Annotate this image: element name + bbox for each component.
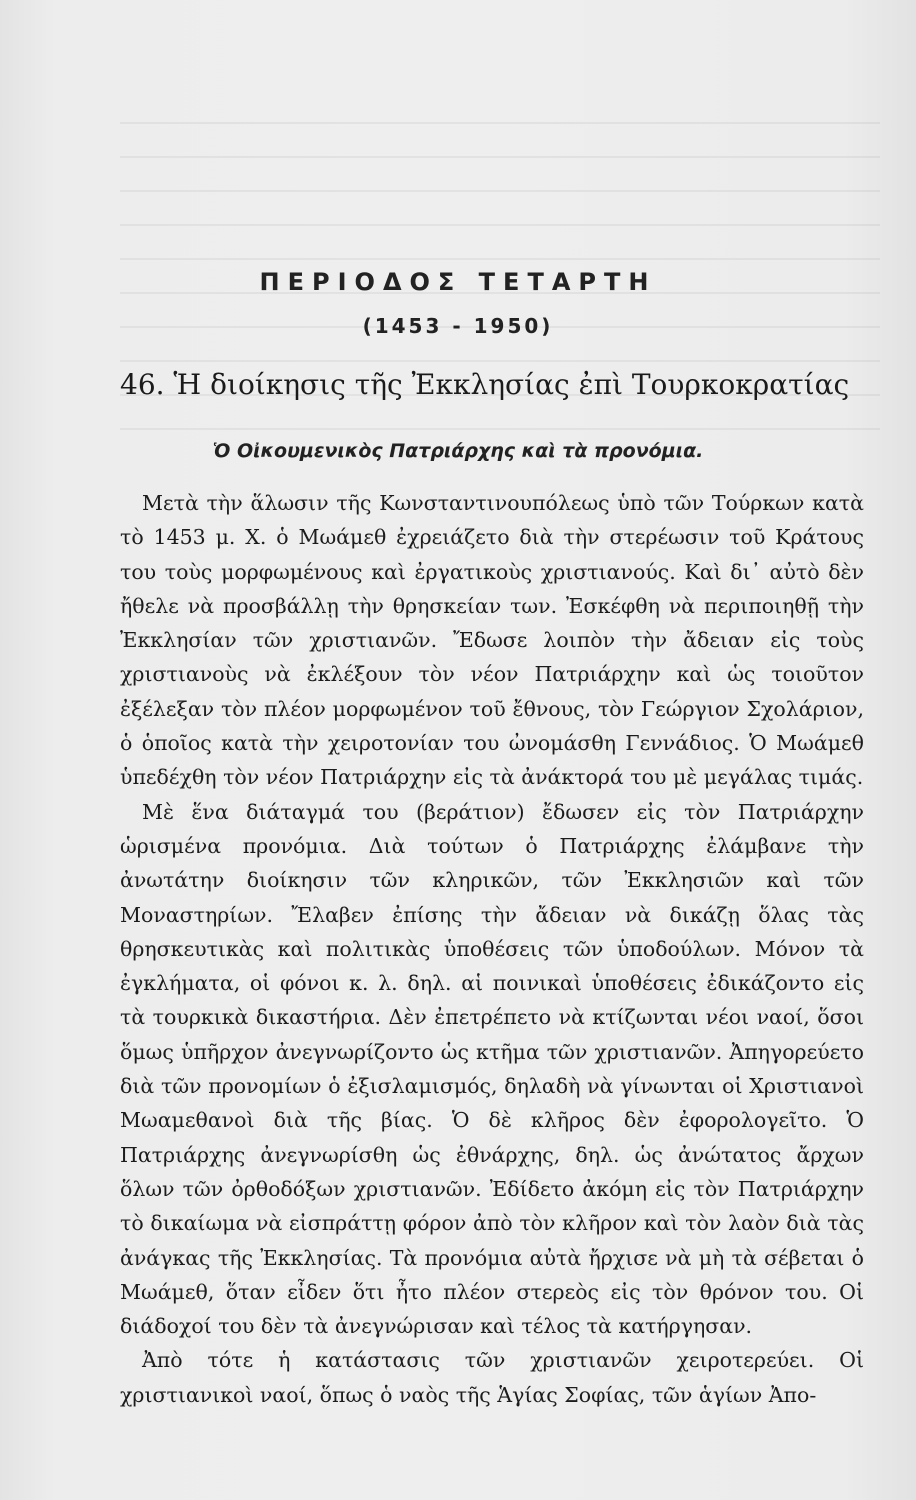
part-title: ΠΕΡΙΟΔΟΣ ΤΕΤΑΡΤΗ	[259, 268, 657, 296]
chapter-title: 46. Ἡ διοίκησις τῆς Ἐκκλησίας ἐπὶ Τουρκοκρατίας	[120, 368, 850, 401]
paragraph: Μὲ ἕνα διάταγμά του (βεράτιον) ἔδωσεν εἰς τὸν Πατριάρχην ὡρισμένα προνόμια. Διὰ τούτων ὁ Πατριάρχης ἐλάμβανε τὴν ἀνωτάτην διοίκησιν τῶν κληρικῶν, τῶν Ἐκκλησιῶν καὶ τῶν Μοναστηρίων. Ἔλαβεν ἐπίσης τὴν ἄδειαν νὰ δικάζῃ ὅλας τὰς θρησκευτικὰς καὶ πολιτικὰς ὑποθέσεις τῶν ὑποδούλων. Μόνον τὰ ἐγκλήματα, οἱ φόνοι κ. λ. δηλ. αἱ ποινικαὶ ὑποθέσεις ἐδικάζοντο εἰς τὰ τουρκικὰ δικαστήρια. Δὲν ἐπετρέπετο νὰ κτίζωνται νέοι ναοί, ὅσοι ὅμως ὑπῆρχον ἀνεγνωρίζοντο ὡς κτῆμα τῶν χριστιανῶν. Ἀπηγορεύετο διὰ τῶν προνομίων ὁ ἐξισλαμισμός, δηλαδὴ νὰ γίνωνται οἱ Χριστιανοὶ Μωαμεθανοὶ διὰ τῆς βίας. Ὁ δὲ κλῆρος δὲν ἐφορολογεῖτο. Ὁ Πατριάρχης ἀνεγνωρίσθη ὡς ἐθνάρχης, δηλ. ὡς ἀνώτατος ἄρχων ὅλων τῶν ὀρθοδόξων χριστιανῶν. Ἐδίδετο ἀκόμη εἰς τὸν Πατριάρχην τὸ δικαίωμα νὰ εἰσπράττῃ φόρον ἀπὸ τὸν κλῆρον καὶ τὸν λαὸν διὰ τὰς ἀνάγκας τῆς Ἐκκλησίας. Τὰ προνόμια αὐτὰ ἤρχισε νὰ μὴ τὰ σέβεται ὁ Μωάμεθ, ὅταν εἶδεν ὅτι ἦτο πλέον στερεὸς εἰς τὸν θρόνον του. Οἱ διάδοχοί του δὲν τὰ ἀνεγνώρισαν καὶ τέλος τὰ κατήργησαν.	[120, 799, 864, 1339]
paragraph: Ἀπὸ τότε ἡ κατάστασις τῶν χριστιανῶν χειροτερεύει. Οἱ χριστιανικοὶ ναοί, ὅπως ὁ ναὸς τῆς Ἁγίας Σοφίας, τῶν ἁγίων Ἀπο-	[120, 1348, 864, 1407]
section-subtitle: Ὁ Οἰκουμενικὸς Πατριάρχης καὶ τὰ προνόμια.	[212, 440, 704, 462]
paragraph: Μετὰ τὴν ἅλωσιν τῆς Κωνσταντινουπόλεως ὑπὸ τῶν Τούρκων κατὰ τὸ 1453 μ. Χ. ὁ Μωάμεθ ἐχρειάζετο διὰ τὴν στερέωσιν τοῦ Κράτους του τοὺς μορφωμένους καὶ ἐργατικοὺς χριστιανούς. Καὶ δι᾿ αὐτὸ δὲν ἤθελε νὰ προσβάλλῃ τὴν θρησκείαν των. Ἐσκέφθη νὰ περιποιηθῇ τὴν Ἐκκλησίαν τῶν χριστιανῶν. Ἔδωσε λοιπὸν τὴν ἄδειαν εἰς τοὺς χριστιανοὺς νὰ ἐκλέξουν τὸν νέον Πατριάρχην καὶ ὡς τοιοῦτον ἐξέλεξαν τὸν πλέον μορφωμένον τοῦ ἔθνους, τὸν Γεώργιον Σχολάριον, ὁ ὁποῖος κατὰ τὴν χειροτονίαν του ὠνομάσθη Γεννάδιος. Ὁ Μωάμεθ ὑπεδέχθη τὸν νέον Πατριάρχην εἰς τὰ ἀνάκτορά του μὲ μεγάλας τιμάς.	[120, 491, 864, 790]
part-years: (1453 - 1950)	[362, 314, 554, 338]
body-text	[120, 486, 864, 1412]
